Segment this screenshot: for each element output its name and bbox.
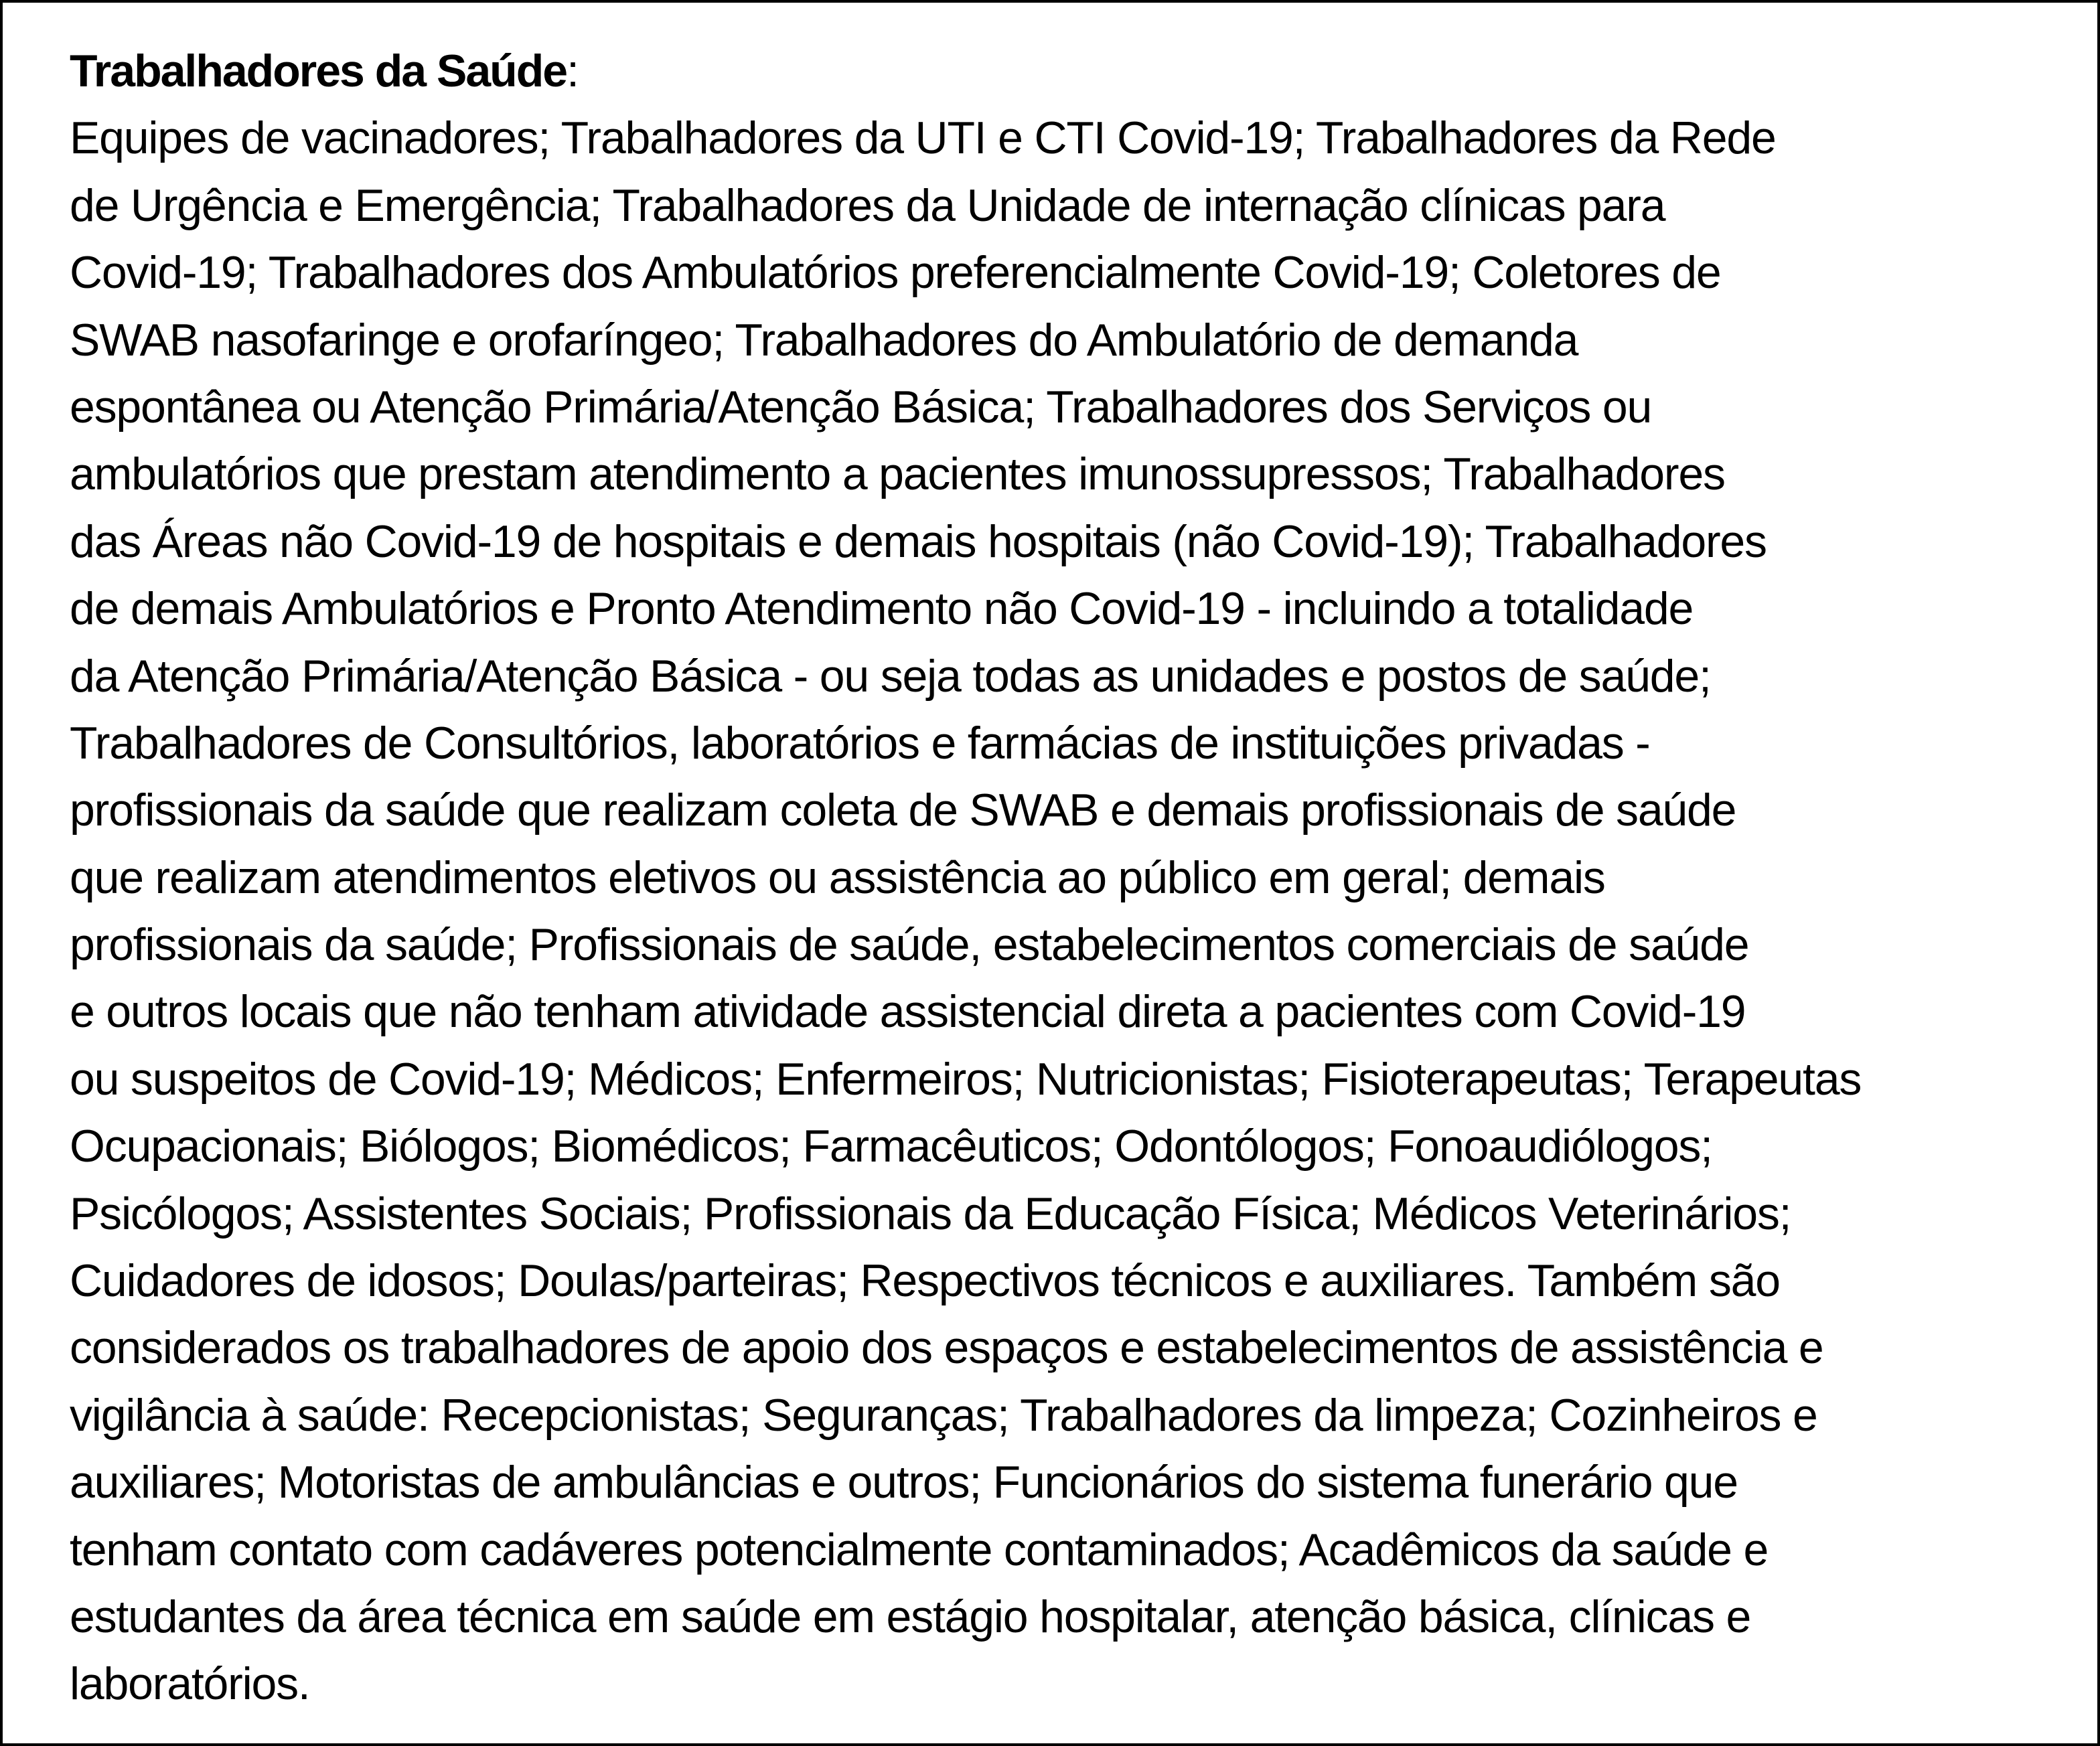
text-line-15: ou suspeitos de Covid-19; Médicos; Enfermeiros; Nutricionistas; Fisioterapeutas; Terapeutas	[70, 1053, 1862, 1105]
text-line-5: espontânea ou Atenção Primária/Atenção Básica; Trabalhadores dos Serviços ou	[70, 381, 1652, 432]
document-body	[70, 37, 2100, 1718]
text-line-7: das Áreas não Covid-19 de hospitais e demais hospitais (não Covid-19); Trabalhadores	[70, 515, 1767, 567]
text-line-8: de demais Ambulatórios e Pronto Atendimento não Covid-19 - incluindo a totalidade	[70, 583, 1694, 635]
text-line-18: Cuidadores de idosos; Doulas/parteiras; Respectivos técnicos e auxiliares. Também são	[70, 1255, 1780, 1307]
text-line-21: auxiliares; Motoristas de ambulâncias e outros; Funcionários do sistema funerário que	[70, 1457, 1738, 1508]
heading-line	[70, 37, 2100, 104]
text-line-10: Trabalhadores de Consultórios, laboratórios e farmácias de instituições privadas -	[70, 717, 1650, 769]
text-line-17: Psicólogos; Assistentes Sociais; Profissionais da Educação Física; Médicos Veterinários;	[70, 1188, 1791, 1239]
text-line-12: que realizam atendimentos eletivos ou assistência ao público em geral; demais	[70, 852, 1605, 903]
text-line-13: profissionais da saúde; Profissionais de saúde, estabelecimentos comerciais de saúde	[70, 919, 1749, 971]
text-line-2: de Urgência e Emergência; Trabalhadores da Unidade de internação clínicas para	[70, 179, 1665, 231]
text-line-11: profissionais da saúde que realizam coleta de SWAB e demais profissionais de saúde	[70, 785, 1736, 836]
heading-colon: :	[567, 46, 579, 96]
text-line-20: vigilância à saúde: Recepcionistas; Seguranças; Trabalhadores da limpeza; Cozinheiros e	[70, 1389, 1817, 1441]
text-line-3: Covid-19; Trabalhadores dos Ambulatórios preferencialmente Covid-19; Coletores de	[70, 247, 1721, 299]
text-line-19: considerados os trabalhadores de apoio dos espaços e estabelecimentos de assistência e	[70, 1322, 1823, 1374]
text-line-16: Ocupacionais; Biólogos; Biomédicos; Farmacêuticos; Odontólogos; Fonoaudiólogos;	[70, 1121, 1712, 1172]
text-line-9: da Atenção Primária/Atenção Básica - ou seja todas as unidades e postos de saúde;	[70, 650, 1711, 702]
text-line-1: Equipes de vacinadores; Trabalhadores da UTI e CTI Covid-19; Trabalhadores da Rede	[70, 112, 1776, 164]
text-line-14: e outros locais que não tenham atividade assistencial direta a pacientes com Covid-19	[70, 986, 1746, 1038]
heading-title: Trabalhadores da Saúde	[70, 46, 567, 96]
text-line-24: laboratórios.	[70, 1658, 310, 1710]
text-line-22: tenham contato com cadáveres potencialmente contaminados; Acadêmicos da saúde e	[70, 1524, 1769, 1575]
text-line-4: SWAB nasofaringe e orofaríngeo; Trabalhadores do Ambulatório de demanda	[70, 314, 1578, 366]
text-line-6: ambulatórios que prestam atendimento a pacientes imunossupressos; Trabalhadores	[70, 449, 1725, 500]
text-line-23: estudantes da área técnica em saúde em estágio hospitalar, atenção básica, clínicas e	[70, 1591, 1751, 1642]
